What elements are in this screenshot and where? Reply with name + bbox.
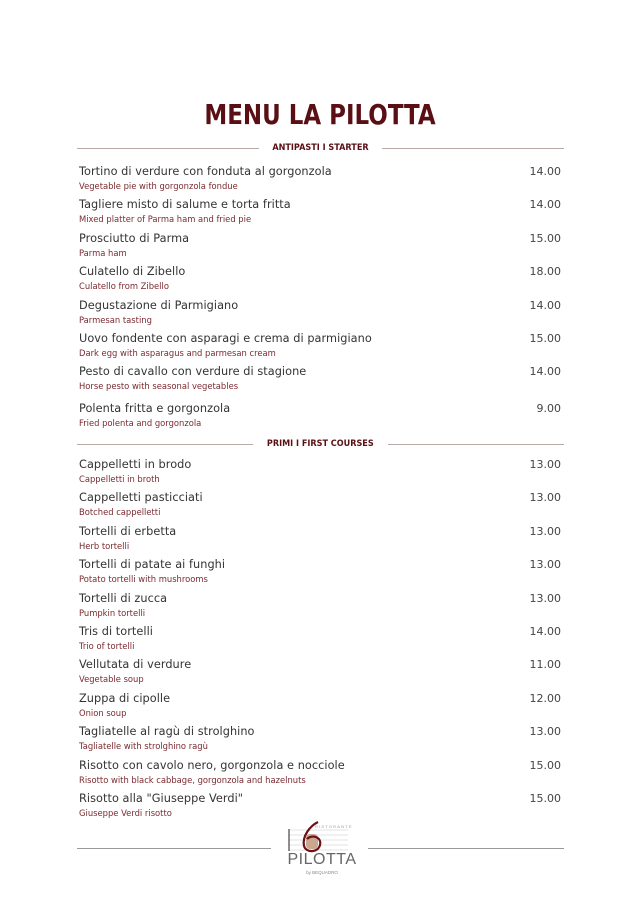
menu-item (79, 725, 563, 755)
item-name: Cappelletti in brodo (79, 458, 192, 471)
menu-item (79, 625, 563, 655)
menu-item (79, 299, 563, 329)
menu-item (79, 491, 563, 521)
item-price: 12.00 (529, 692, 561, 705)
item-price: 14.00 (529, 198, 561, 211)
item-name: Tagliere misto di salume e torta fritta (79, 198, 291, 211)
item-description: Dark egg with asparagus and parmesan cream (79, 348, 276, 358)
menu-item (79, 402, 563, 432)
item-description: Vegetable soup (79, 674, 144, 684)
item-price: 13.00 (529, 458, 561, 471)
item-price: 15.00 (529, 792, 561, 805)
logo-subtext: by BEQUADRO (306, 870, 338, 875)
restaurant-logo (282, 820, 362, 882)
item-name: Degustazione di Parmigiano (79, 299, 239, 312)
menu-item (79, 332, 563, 362)
menu-item (79, 165, 563, 195)
item-price: 15.00 (529, 232, 561, 245)
item-description: Potato tortelli with mushrooms (79, 574, 208, 584)
item-description: Herb tortelli (79, 541, 130, 551)
item-name: Tortelli di patate ai funghi (79, 558, 226, 571)
item-name: Zuppa di cipolle (79, 692, 171, 705)
item-price: 11.00 (529, 658, 561, 671)
logo-name: PILOTTA (287, 851, 357, 868)
item-name: Risotto con cavolo nero, gorgonzola e nocciole (79, 759, 345, 772)
divider-right (388, 444, 564, 445)
menu-item (79, 198, 563, 228)
item-description: Trio of tortelli (79, 641, 135, 651)
item-name: Tortelli di zucca (79, 592, 168, 605)
item-name: Risotto alla "Giuseppe Verdi" (79, 792, 244, 805)
item-price: 13.00 (529, 491, 561, 504)
item-name: Tris di tortelli (79, 625, 153, 638)
item-description: Giuseppe Verdi risotto (79, 808, 172, 818)
section-label: PRIMI I FIRST COURSES (267, 439, 374, 449)
item-price: 15.00 (529, 759, 561, 772)
item-name: Culatello di Zibello (79, 265, 186, 278)
menu-item (79, 458, 563, 488)
divider-left (77, 444, 253, 445)
divider-right (382, 148, 564, 149)
section-header-antipasti (77, 141, 564, 155)
item-price: 18.00 (529, 265, 561, 278)
item-name: Prosciutto di Parma (79, 232, 190, 245)
item-description: Vegetable pie with gorgonzola fondue (79, 181, 238, 191)
menu-item (79, 759, 563, 789)
menu-item (79, 658, 563, 688)
item-description: Onion soup (79, 708, 127, 718)
menu-item (79, 592, 563, 622)
divider-left (77, 148, 259, 149)
item-price: 14.00 (529, 165, 561, 178)
item-price: 13.00 (529, 525, 561, 538)
item-description: Cappelletti in broth (79, 474, 160, 484)
item-name: Pesto di cavallo con verdure di stagione (79, 365, 307, 378)
item-name: Vellutata di verdure (79, 658, 192, 671)
item-description: Culatello from Zibello (79, 281, 169, 291)
item-price: 13.00 (529, 725, 561, 738)
item-description: Parmesan tasting (79, 315, 152, 325)
item-description: Horse pesto with seasonal vegetables (79, 381, 239, 391)
item-description: Botched cappelletti (79, 507, 161, 517)
menu-item (79, 792, 563, 822)
item-description: Parma ham (79, 248, 127, 258)
item-name: Uovo fondente con asparagi e crema di parmigiano (79, 332, 372, 345)
item-name: Tortino di verdure con fonduta al gorgonzola (79, 165, 332, 178)
page-title: MENU LA PILOTTA (204, 98, 436, 131)
menu-item (79, 232, 563, 262)
item-description: Fried polenta and gorgonzola (79, 418, 202, 428)
item-price: 9.00 (536, 402, 561, 415)
item-price: 14.00 (529, 625, 561, 638)
item-name: Tortelli di erbetta (79, 525, 177, 538)
item-price: 15.00 (529, 332, 561, 345)
item-description: Pumpkin tortelli (79, 608, 146, 618)
footer-divider-left (77, 848, 271, 849)
item-name: Cappelletti pasticciati (79, 491, 203, 504)
menu-item (79, 265, 563, 295)
item-description: Risotto with black cabbage, gorgonzola and hazelnuts (79, 775, 306, 785)
item-price: 14.00 (529, 365, 561, 378)
section-label: ANTIPASTI I STARTER (272, 143, 369, 153)
item-price: 13.00 (529, 558, 561, 571)
menu-item (79, 365, 563, 395)
menu-item (79, 558, 563, 588)
logo-top-text: RISTORANTE (315, 824, 353, 829)
item-description: Tagliatelle with strolghino ragù (79, 741, 208, 751)
item-price: 14.00 (529, 299, 561, 312)
item-name: Tagliatelle al ragù di strolghino (79, 725, 255, 738)
footer-divider-right (368, 848, 564, 849)
item-description: Mixed platter of Parma ham and fried pie (79, 214, 252, 224)
menu-item (79, 692, 563, 722)
item-price: 13.00 (529, 592, 561, 605)
section-header-primi (77, 437, 564, 451)
menu-item (79, 525, 563, 555)
item-name: Polenta fritta e gorgonzola (79, 402, 231, 415)
